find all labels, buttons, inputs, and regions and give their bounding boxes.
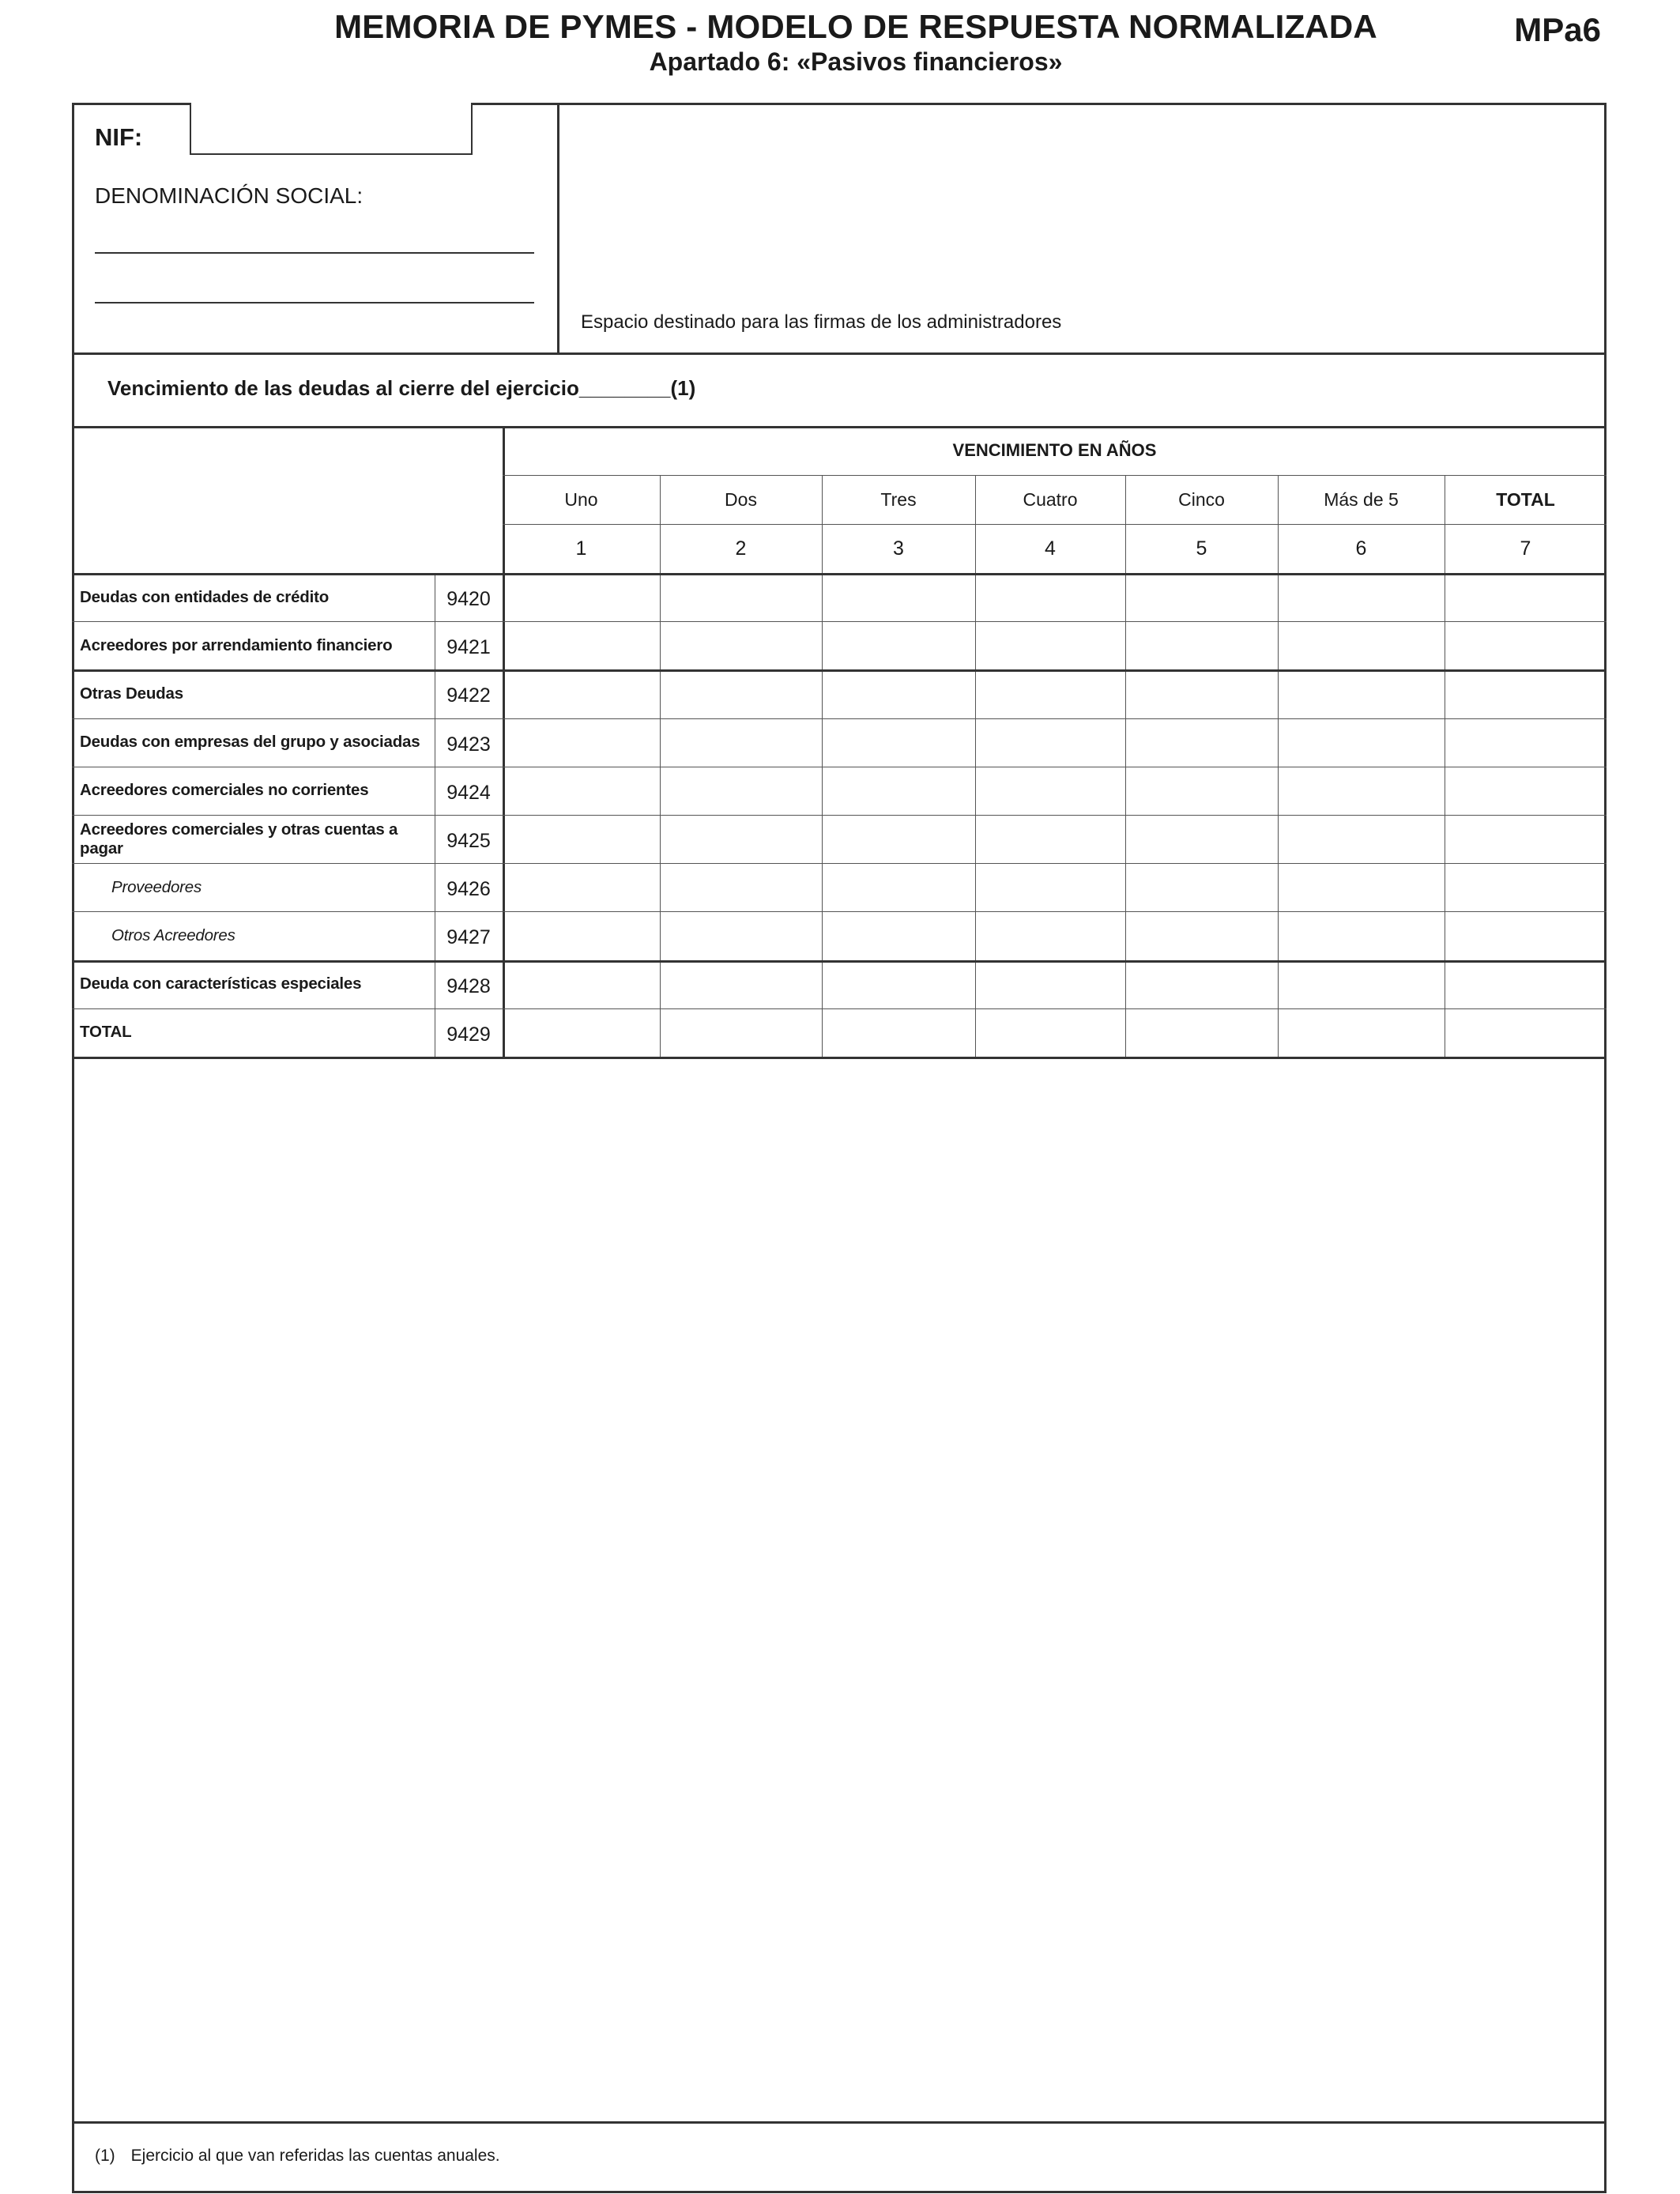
value-cell-9428-4[interactable] <box>977 962 1124 1008</box>
value-cell-9426-5[interactable] <box>1127 865 1277 910</box>
nif-field[interactable] <box>190 103 473 155</box>
value-cell-9427-2[interactable] <box>661 913 821 959</box>
value-cell-9423-3[interactable] <box>823 720 974 766</box>
value-cell-9424-1[interactable] <box>504 768 659 814</box>
divider-id-section <box>72 352 1607 355</box>
value-cell-9424-2[interactable] <box>661 768 821 814</box>
value-cell-9420-6[interactable] <box>1279 575 1444 620</box>
row-label: Acreedores por arrendamiento financiero <box>80 635 393 654</box>
value-cell-9423-7[interactable] <box>1446 720 1606 766</box>
row-code: 9423 <box>446 733 491 756</box>
footnote-text: Ejercicio al que van referidas las cuentas anuales. <box>130 2147 500 2165</box>
value-cell-9424-6[interactable] <box>1279 768 1444 814</box>
nif-label: NIF: <box>95 123 143 151</box>
table-group-header: VENCIMIENTO EN AÑOS <box>952 440 1157 460</box>
row-label: Otras Deudas <box>80 684 183 703</box>
denomination-line-2[interactable] <box>95 302 534 303</box>
column-header-2: Dos <box>725 488 757 510</box>
value-cell-9420-3[interactable] <box>823 575 974 620</box>
column-number-5: 5 <box>1196 537 1207 560</box>
value-cell-9425-5[interactable] <box>1127 816 1277 862</box>
column-header-7: TOTAL <box>1496 488 1555 510</box>
row-code: 9428 <box>446 974 491 997</box>
value-cell-9424-4[interactable] <box>977 768 1124 814</box>
row-code: 9427 <box>446 926 491 949</box>
value-cell-9426-2[interactable] <box>661 865 821 910</box>
row-label: TOTAL <box>80 1023 132 1042</box>
form-frame <box>72 103 1607 2193</box>
value-cell-9422-4[interactable] <box>977 671 1124 717</box>
value-cell-9425-2[interactable] <box>661 816 821 862</box>
form-title: MEMORIA DE PYMES - MODELO DE RESPUESTA NORMALIZADA <box>334 8 1377 45</box>
value-cell-9428-3[interactable] <box>823 962 974 1008</box>
value-cell-9429-5[interactable] <box>1127 1010 1277 1056</box>
value-cell-9424-5[interactable] <box>1127 768 1277 814</box>
value-cell-9428-1[interactable] <box>504 962 659 1008</box>
row-label: Otros Acreedores <box>111 925 235 944</box>
row-code: 9425 <box>446 830 491 853</box>
value-cell-9426-7[interactable] <box>1446 865 1606 910</box>
column-number-4: 4 <box>1045 537 1056 560</box>
value-cell-9420-4[interactable] <box>977 575 1124 620</box>
row-code: 9421 <box>446 636 491 659</box>
value-cell-9427-7[interactable] <box>1446 913 1606 959</box>
value-cell-9427-6[interactable] <box>1279 913 1444 959</box>
value-cell-9420-7[interactable] <box>1446 575 1606 620</box>
value-cell-9421-6[interactable] <box>1279 623 1444 669</box>
value-cell-9429-3[interactable] <box>823 1010 974 1056</box>
value-cell-9423-2[interactable] <box>661 720 821 766</box>
column-header-5: Cinco <box>1178 488 1225 510</box>
signature-note: Espacio destinado para las firmas de los administradores <box>581 311 1062 333</box>
maturity-section-label: Vencimiento de las deudas al cierre del ejercicio________(1) <box>107 376 696 400</box>
value-cell-9428-7[interactable] <box>1446 962 1606 1008</box>
form-subtitle: Apartado 6: «Pasivos financieros» <box>649 47 1063 76</box>
row-label: Acreedores comerciales no corrientes <box>80 781 369 800</box>
value-cell-9425-6[interactable] <box>1279 816 1444 862</box>
value-cell-9421-3[interactable] <box>823 623 974 669</box>
value-cell-9427-1[interactable] <box>504 913 659 959</box>
column-number-2: 2 <box>735 537 747 560</box>
row-label: Deudas con empresas del grupo y asociadas <box>80 733 420 752</box>
value-cell-9422-5[interactable] <box>1127 671 1277 717</box>
value-cell-9424-3[interactable] <box>823 768 974 814</box>
value-cell-9423-1[interactable] <box>504 720 659 766</box>
value-cell-9427-3[interactable] <box>823 913 974 959</box>
value-cell-9426-6[interactable] <box>1279 865 1444 910</box>
row-code: 9422 <box>446 684 491 707</box>
value-cell-9420-5[interactable] <box>1127 575 1277 620</box>
value-cell-9429-2[interactable] <box>661 1010 821 1056</box>
value-cell-9427-4[interactable] <box>977 913 1124 959</box>
value-cell-9425-3[interactable] <box>823 816 974 862</box>
value-cell-9425-1[interactable] <box>504 816 659 862</box>
value-cell-9420-2[interactable] <box>661 575 821 620</box>
row-label: Deuda con características especiales <box>80 974 362 993</box>
value-cell-9421-4[interactable] <box>977 623 1124 669</box>
value-cell-9421-1[interactable] <box>504 623 659 669</box>
value-cell-9421-7[interactable] <box>1446 623 1606 669</box>
row-label: Acreedores comerciales y otras cuentas a pagar <box>80 820 398 858</box>
value-cell-9425-4[interactable] <box>977 816 1124 862</box>
footnote-marker: (1) <box>95 2147 115 2165</box>
value-cell-9429-4[interactable] <box>977 1010 1124 1056</box>
row-label: Deudas con entidades de crédito <box>80 587 330 606</box>
value-cell-9422-7[interactable] <box>1446 671 1606 717</box>
value-cell-9425-7[interactable] <box>1446 816 1606 862</box>
column-header-4: Cuatro <box>1023 488 1078 510</box>
value-cell-9423-4[interactable] <box>977 720 1124 766</box>
value-cell-9429-1[interactable] <box>504 1010 659 1056</box>
value-cell-9423-6[interactable] <box>1279 720 1444 766</box>
value-cell-9423-5[interactable] <box>1127 720 1277 766</box>
value-cell-9429-6[interactable] <box>1279 1010 1444 1056</box>
value-cell-9428-6[interactable] <box>1279 962 1444 1008</box>
row-label: Proveedores <box>111 877 202 896</box>
value-cell-9426-3[interactable] <box>823 865 974 910</box>
column-number-7: 7 <box>1520 537 1531 560</box>
value-cell-9422-1[interactable] <box>504 671 659 717</box>
column-header-6: Más de 5 <box>1324 488 1399 510</box>
column-number-6: 6 <box>1355 537 1367 560</box>
row-code: 9426 <box>446 878 491 901</box>
value-cell-9421-2[interactable] <box>661 623 821 669</box>
divider-footnote <box>72 2121 1607 2124</box>
value-cell-9422-2[interactable] <box>661 671 821 717</box>
value-cell-9422-6[interactable] <box>1279 671 1444 717</box>
row-code: 9420 <box>446 588 491 611</box>
column-header-3: Tres <box>880 488 917 510</box>
value-cell-9422-3[interactable] <box>823 671 974 717</box>
row-code: 9424 <box>446 781 491 804</box>
value-cell-9428-5[interactable] <box>1127 962 1277 1008</box>
table-row-divider <box>72 1057 1607 1059</box>
value-cell-9420-1[interactable] <box>504 575 659 620</box>
value-cell-9428-2[interactable] <box>661 962 821 1008</box>
value-cell-9426-1[interactable] <box>504 865 659 910</box>
model-code: MPa6 <box>1514 11 1601 48</box>
value-cell-9427-5[interactable] <box>1127 913 1277 959</box>
column-number-3: 3 <box>893 537 904 560</box>
value-cell-9421-5[interactable] <box>1127 623 1277 669</box>
column-number-1: 1 <box>575 537 587 560</box>
denomination-line-1[interactable] <box>95 252 534 254</box>
column-header-1: Uno <box>564 488 598 510</box>
value-cell-9429-7[interactable] <box>1446 1010 1606 1056</box>
value-cell-9426-4[interactable] <box>977 865 1124 910</box>
footnote <box>95 2147 500 2166</box>
row-code: 9429 <box>446 1023 491 1046</box>
value-cell-9424-7[interactable] <box>1446 768 1606 814</box>
denomination-label: DENOMINACIÓN SOCIAL: <box>95 183 363 208</box>
